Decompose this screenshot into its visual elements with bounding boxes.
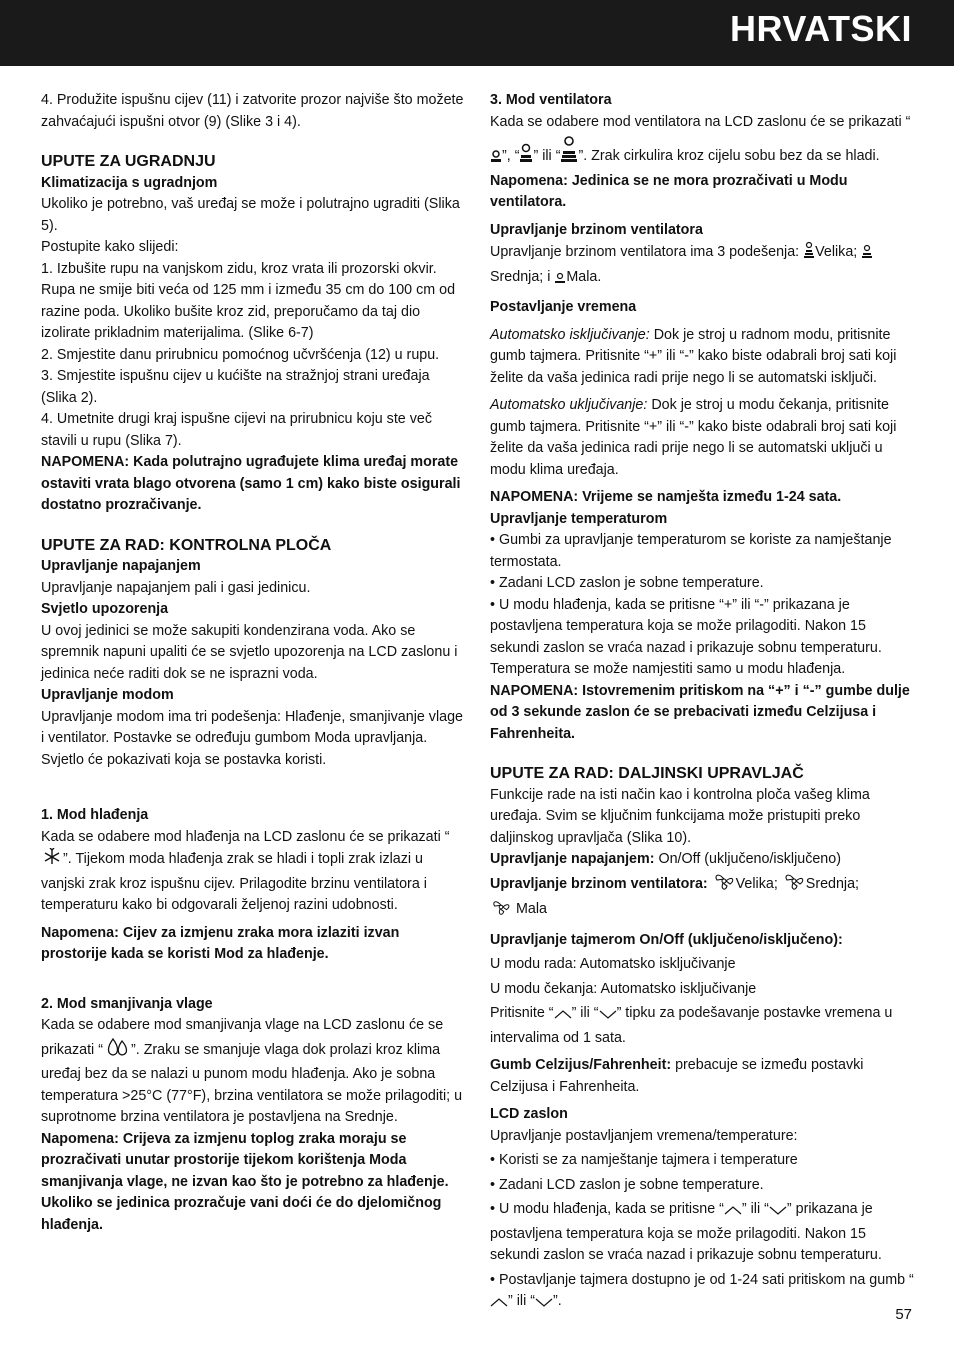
lcd-bullet-3 (490, 1199, 914, 1267)
page-number: 57 (895, 1306, 912, 1323)
remote-fan-high: Velika; (735, 875, 778, 892)
fan-speed-subheading: Upravljanje brzinom ventilatora (490, 221, 703, 238)
dehumidify-text-end: ”. Zraku se smanjuje vlaga dok prolazi kroz klima uređaj bez da se nalazi u punom modu hlađenja. Ako je sobna temperatura >25°C (77°F), brzina ventilatora se može prilagoditi; u suprotnome brzina ventilatora je postavljena na Srednje. (41, 1041, 463, 1125)
auto-on-text (490, 395, 914, 481)
fan-text-end: ”. Zrak cirkulira kroz cijelu sobu bez da se hladi. (578, 148, 880, 164)
remote-cf-text: prebacuje se između postavki Celzijusa i Fahrenheita. (490, 1057, 864, 1095)
fan-speed-low: Mala. (566, 268, 602, 285)
fan-high-icon (803, 241, 815, 267)
cool-mode-text (41, 827, 465, 917)
temperature-subheading: Upravljanje temperaturom (490, 510, 668, 527)
power-subheading: Upravljanje napajanjem (41, 558, 201, 574)
install-heading: UPUTE ZA UGRADNJU (41, 153, 216, 170)
auto-on-label: Automatsko uključivanje: (490, 397, 648, 413)
remote-heading: UPUTE ZA RAD: DALJINSKI UPRAVLJAČ (490, 765, 804, 782)
dehumidify-text-start: Kada se odabere mod smanjivanja vlage na LCD zaslonu će se prikazati “ (41, 1017, 444, 1058)
fan-mode-text (490, 112, 914, 171)
remote-power (490, 849, 914, 871)
auto-off-body: Dok je stroj u radnom modu, pritisnite gumb tajmera. Pritisnite “+” ili “-” kako biste odabrali broj sati koji želite da vaša jedinica radi prije nego li se automatski isključi. (490, 326, 897, 386)
warning-text: U ovoj jedinici se može sakupiti kondenzirana voda. Ako se spremnik napuni upaliti će se svjetlo upozorenja na LCD zaslonu i jedinica neće raditi dok se ne isprazni voda. (41, 622, 458, 682)
language-title: HRVATSKI (729, 8, 912, 49)
chevron-down-icon (599, 1006, 617, 1028)
auto-on-body: Dok je stroj u modu čekanja, pritisnite gumb tajmera. Pritisnite “+” ili “-” kako biste odabrali broj sati koji želite da vaša jedinica radi prije nego li se automatski uključi u modu klima uređaja. (490, 397, 897, 478)
fan-speed-medium: Srednja; i (490, 268, 551, 285)
remote-timer-label: Upravljanje tajmerom On/Off (uključeno/isključeno): (490, 931, 843, 948)
fan-medium-icon (861, 243, 873, 267)
fan-low-icon (490, 147, 502, 171)
remote-cf-label: Gumb Celzijus/Fahrenheit: (490, 1057, 672, 1073)
chevron-up-icon (554, 1006, 572, 1028)
lcd-text: Upravljanje postavljanjem vremena/temperature: (490, 1127, 798, 1144)
remote-timer-line-1: U modu rada: Automatsko isključivanje (490, 956, 736, 972)
auto-off-text (490, 325, 914, 390)
fan-medium-icon (519, 141, 533, 171)
install-subheading: Klimatizacija s ugradnjom (41, 174, 218, 191)
dehumidify-note: Napomena: Crijeva za izmjenu toplog zraka moraju se prozračivati unutar prostorije tijekom korištenja Moda smanjivanja vlage, ne izvan kao što je potrebno za hlađenje. Ukoliko se jedinica prozračuje vani doći će do djelomičnog hlađenja. (41, 1130, 449, 1233)
lcd-b4c: ”. (553, 1293, 562, 1309)
auto-off-label: Automatsko isključivanje: (490, 326, 650, 343)
remote-cf (490, 1055, 914, 1098)
left-column (41, 90, 465, 1236)
remote-fan-low: Mala (515, 901, 547, 917)
remote-power-value: On/Off (uključeno/isključeno) (654, 851, 841, 867)
cool-text-end: ”. Tijekom moda hlađenja zrak se hladi i topli zrak izlazi u vanjski zrak kroz ispušnu cijev. Prilagodite brzinu ventilatora i temperaturu kako bi odgovarali željenoj razini udobnosti. (41, 851, 427, 913)
chevron-down-icon (535, 1294, 553, 1316)
fan-speed-intro: Upravljanje brzinom ventilatora ima 3 podešenja: (490, 244, 800, 260)
install-step-1: 1. Izbušite rupu na vanjskom zidu, kroz vrata ili prozorski okvir. Rupa ne smije biti veća od 125 mm i između 35 cm do 100 cm od razine poda. Ukoliko bušite kroz zid, preporučamo da taj dio izolirate prikladnim materijalima. (Slike 6-7) (41, 260, 456, 341)
fan-sep-1: ”, “ (502, 148, 520, 164)
remote-fan-label: Upravljanje brzinom ventilatora: (490, 875, 708, 892)
remote-timer-line-2: U modu čekanja: Automatsko isključivanje (490, 980, 757, 997)
lcd-b3c: ” prikazana je postavljena temperatura koja se može prilagoditi. Nakon 15 sekundi zaslon se vraća nazad i prikazuje sobnu temperaturu. (490, 1201, 882, 1263)
temperature-bullet-1: • Gumbi za upravljanje temperaturom se koriste za namještanje termostata. (490, 532, 892, 570)
right-column (490, 90, 914, 1316)
install-step-3: 3. Smjestite ispušnu cijev u kućište na stražnjoj strani uređaja (Slika 2). (41, 368, 430, 406)
warning-subheading: Svjetlo upozorenja (41, 601, 169, 617)
lcd-bullet-4 (490, 1270, 914, 1316)
intro-paragraph: 4. Produžite ispušnu cijev (11) i zatvorite prozor najviše što možete zahvaćajući ispušni otvor (9) (Slike 3 i 4). (41, 92, 464, 130)
remote-timer-3c: ” tipku za podešavanje postavke vremena u intervalima od 1 sata. (490, 1005, 893, 1046)
water-drops-icon (103, 1037, 131, 1065)
install-paragraph-2: Postupite kako slijedi: (41, 239, 179, 255)
remote-fan-medium: Srednja; (805, 875, 860, 892)
dehumidify-text (41, 1015, 465, 1129)
remote-timer-3a: Pritisnite “ (490, 1005, 554, 1021)
cool-text-start: Kada se odabere mod hlađenja na LCD zaslonu će se prikazati “ (41, 828, 450, 845)
snowflake-icon (41, 848, 63, 874)
cool-mode-note: Napomena: Cijev za izmjenu zraka mora izlaziti izvan prostorije kada se koristi Mod za hlađenje. (41, 924, 400, 962)
remote-power-label: Upravljanje napajanjem: (490, 851, 655, 867)
fan-speed-high: Velika; (815, 244, 858, 260)
fan-blade-icon (712, 871, 736, 899)
install-paragraph-1: Ukoliko je potrebno, vaš uređaj se može i polutrajno ugraditi (Slika 5). (41, 196, 460, 234)
header-bar (0, 0, 954, 66)
panel-heading: UPUTE ZA RAD: KONTROLNA PLOČA (41, 536, 332, 554)
fan-sep-2: ” ili “ (533, 148, 561, 164)
remote-text: Funkcije rade na isti način kao i kontrolna ploča vašeg klima uređaja. Svim se ključnim funkcijama može pristupiti preko daljinskog upravljača (Slika 10). (490, 786, 870, 846)
lcd-b3b: ” ili “ (741, 1201, 769, 1217)
lcd-subheading: LCD zaslon (490, 1106, 568, 1122)
fan-low-icon (554, 270, 566, 292)
lcd-bullet-1: • Koristi se za namještanje tajmera i temperature (490, 1152, 798, 1168)
remote-fan (490, 871, 914, 924)
mode-subheading: Upravljanje modom (41, 687, 174, 703)
timer-subheading: Postavljanje vremena (490, 299, 637, 315)
timer-note: NAPOMENA: Vrijeme se namješta između 1-24 sata. (490, 489, 842, 505)
install-step-2: 2. Smjestite danu prirubnicu pomoćnog učvršćenja (12) u rupu. (41, 346, 440, 363)
dehumidify-subheading: 2. Mod smanjivanja vlage (41, 995, 213, 1012)
lcd-b4a: • Postavljanje tajmera dostupno je od 1-24 sati pritiskom na gumb “ (490, 1271, 914, 1288)
install-step-4: 4. Umetnite drugi kraj ispušne cijevi na prirubnicu koju ste več stavili u rupu (Slika 7). (41, 411, 432, 449)
fan-speed-text (490, 241, 914, 291)
install-note: NAPOMENA: Kada polutrajno ugrađujete klima uređaj morate ostaviti vrata blago otvorena (samo 1 cm) kako biste osigurali dostatno prozračivanje. (41, 454, 461, 513)
temperature-bullet-2: • Zadani LCD zaslon je sobne temperature. (490, 575, 764, 591)
mode-text: Upravljanje modom ima tri podešenja: Hlađenje, smanjivanje vlage i ventilator. Postavke se određuju gumbom Moda upravljanja. Svjetlo će pokazivati koja se postavka koristi. (41, 708, 463, 768)
fan-blade-icon (782, 871, 806, 899)
chevron-down-icon (769, 1202, 787, 1224)
fan-text-start: Kada se odabere mod ventilatora na LCD zaslonu će se prikazati “ (490, 113, 911, 130)
remote-timer-3b: ” ili “ (571, 1005, 599, 1021)
fan-high-icon (560, 133, 578, 171)
fan-blade-icon (490, 898, 512, 924)
chevron-up-icon (490, 1294, 508, 1316)
fan-mode-note: Napomena: Jedinica se ne mora prozračivati u Modu ventilatora. (490, 172, 848, 210)
chevron-up-icon (724, 1202, 742, 1224)
power-text: Upravljanje napajanjem pali i gasi jedinicu. (41, 579, 311, 596)
fan-mode-subheading: 3. Mod ventilatora (490, 92, 612, 108)
temperature-note: NAPOMENA: Istovremenim pritiskom na “+” i “-” gumbe dulje od 3 sekunde zaslon će se prebacivati između Celzijusa i Fahrenheita. (490, 682, 910, 742)
temperature-bullet-3: • U modu hlađenja, kada se pritisne “+” ili “-” prikazana je postavljena temperatura koja se može prilagoditi. Nakon 15 sekundi zaslon se vraća nazad i prikazuje sobnu temperaturu. Temperatura se može namjestiti samo u modu hlađenja. (490, 596, 882, 677)
lcd-bullet-2: • Zadani LCD zaslon je sobne temperature. (490, 1176, 764, 1193)
lcd-b3a: • U modu hlađenja, kada se pritisne “ (490, 1201, 724, 1217)
lcd-b4b: ” ili “ (508, 1293, 535, 1309)
remote-timer-line-3 (490, 1003, 914, 1049)
cool-mode-subheading: 1. Mod hlađenja (41, 807, 149, 823)
